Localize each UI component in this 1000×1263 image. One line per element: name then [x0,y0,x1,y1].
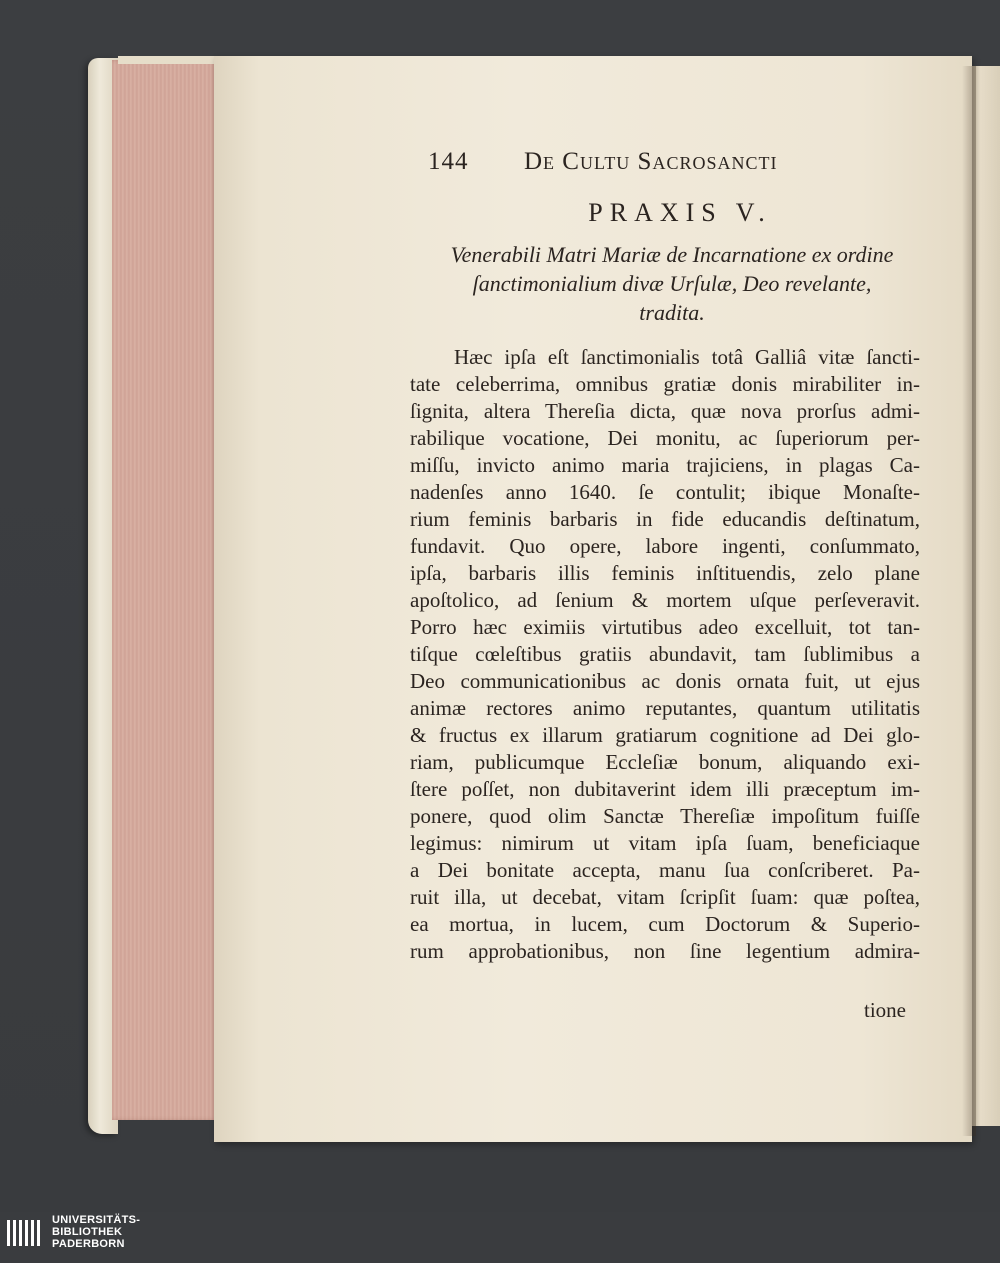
facing-page-edge [972,66,1000,1126]
running-title: De Cultu Sacrosancti [524,148,778,175]
subtitle-line: tradita. [639,300,705,325]
body-line: animæ rectores animo reputantes, quantum utilitatis [410,696,920,720]
body-line: ruit illa, ut decebat, vitam ſcripſit ſuam: quæ poſtea, [410,885,920,909]
body-line: legimus: nimirum ut vitam ipſa ſuam, beneficiaque [410,831,920,855]
library-logo-icon [6,1216,46,1250]
body-line: Porro hæc eximiis virtutibus adeo excelluit, tot tan- [410,615,920,639]
library-name-line: UNIVERSITÄTS- [52,1214,141,1226]
body-line: ponere, quod olim Sanctæ Thereſiæ impoſitum fuiſſe [410,804,920,828]
body-line: ſtere poſſet, non dubitaverint idem illi præceptum im- [410,777,920,801]
body-line: rabilique vocatione, Dei monitu, ac ſuperiorum per- [410,426,920,450]
section-heading: PRAXIS V. [588,198,772,227]
body-line: a Dei bonitate accepta, manu ſua conſcriberet. Pa- [410,858,920,882]
body-line: fundavit. Quo opere, labore ingenti, conſummato, [410,534,920,558]
catchword: tione [864,998,906,1022]
page-block-edge [112,60,218,1120]
library-name-line: PADERBORN [52,1238,125,1250]
library-name-line: BIBLIOTHEK [52,1226,123,1238]
body-line: ea mortua, in lucem, cum Doctorum & Superio- [410,912,920,936]
body-line: tiſque cœleſtibus gratiis abundavit, tam ſublimibus a [410,642,920,666]
body-text [410,344,920,965]
body-line: Hæc ipſa eſt ſanctimonialis totâ Galliâ vitæ ſancti- [454,345,920,369]
spine-shadow [962,66,976,1136]
subtitle-line: ſanctimonialium divæ Urſulæ, Deo revelante, [472,271,872,296]
body-line: Deo communicationibus ac donis ornata fuit, ut ejus [410,669,920,693]
body-line: & fructus ex illarum gratiarum cognitione ad Dei glo- [410,723,920,747]
page-block-top [118,56,218,64]
body-line: riam, publicumque Eccleſiæ bonum, aliquando exi- [410,750,920,774]
body-line: apoſtolico, ad ſenium & mortem uſque perſeveravit. [410,588,920,612]
body-line: ipſa, barbaris illis feminis inſtituendis, zelo plane [410,561,920,585]
section-subtitle [412,240,932,327]
body-line: ſignita, altera Thereſia dicta, quæ nova prorſus admi- [410,399,920,423]
footer-bar [0,1212,1000,1263]
body-line: miſſu, invicto animo maria trajiciens, in plagas Ca- [410,453,920,477]
body-line: nadenſes anno 1640. ſe contulit; ibique Monaſte- [410,480,920,504]
body-line: rium feminis barbaris in fide educandis deſtinatum, [410,507,920,531]
subtitle-line: Venerabili Matri Mariæ de Incarnatione ex ordine [450,242,894,267]
page-number: 144 [428,148,469,175]
body-line: tate celeberrima, omnibus gratiæ donis mirabiliter in- [410,372,920,396]
library-name [52,1214,140,1250]
body-line: rum approbationibus, non ſine legentium admira- [410,939,920,963]
